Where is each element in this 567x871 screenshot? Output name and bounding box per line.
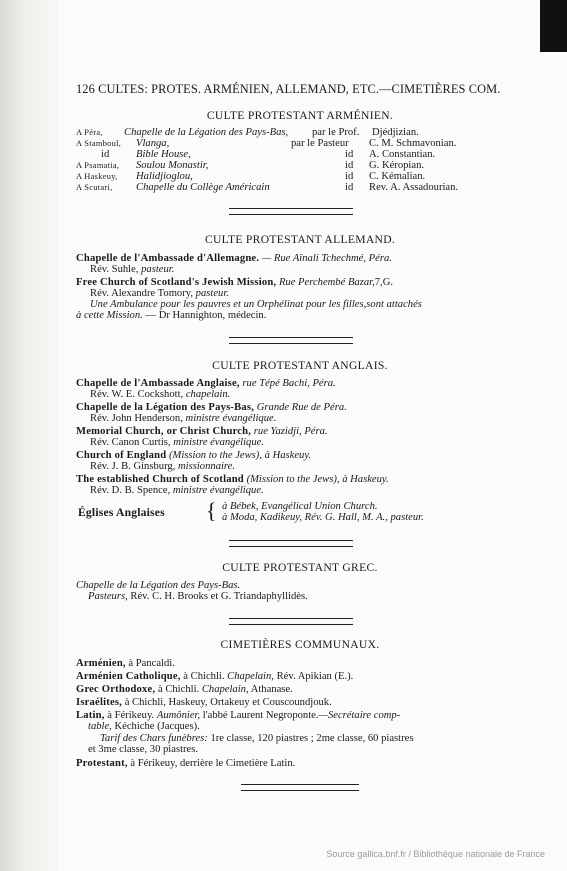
chapel: Chapelle de la Légation des Pays-Bas, <box>124 127 289 138</box>
doctor-text: — Dr Hannighton, médecin. <box>145 310 267 321</box>
cemetery-chaplain-label: Chapelain, <box>227 671 274 682</box>
tarif-label: Tarif des Chars funèbres: <box>100 733 208 744</box>
anglais-entry-4-person <box>90 461 550 473</box>
cemetery-name: Grec Orthodoxe, <box>76 684 156 695</box>
secretary-name: Kéchiche (Jacques). <box>114 721 200 732</box>
cimetiere-armenien <box>76 658 536 670</box>
church-name: Chapelle de la Légation des Pays-Bas, <box>76 402 255 413</box>
name: Rev. A. Assadourian. <box>369 182 459 193</box>
cemetery-location: à Chichli, Haskeuy, Ortakeuy et Couscoundjouk. <box>124 697 332 708</box>
church-name: Free Church of Scotland's Jewish Mission, <box>76 277 277 288</box>
place: A Stamboul, <box>76 139 122 148</box>
anglais-entry-5-person <box>90 485 550 497</box>
cemetery-location: à Pancaldi. <box>128 658 175 669</box>
section-separator <box>229 618 353 625</box>
person-name: Rév. Canon Curtis, <box>90 437 171 448</box>
eglises-line-2: à Moda, Kadikeuy, Rév. G. Hall, M. A., pasteur. <box>222 512 424 523</box>
eglises-label: Églises Anglaises <box>78 506 165 519</box>
church-address: à Haskeuy. <box>264 450 312 461</box>
section-separator <box>229 208 353 215</box>
person-role: ministre évangélique. <box>185 413 277 424</box>
cemetery-chaplain-label: Chapelain, <box>201 684 249 695</box>
cemetery-name: Arménien, <box>76 658 126 669</box>
name: G. Kéropian. <box>369 160 425 171</box>
place: A Péra, <box>76 128 103 137</box>
person-name: Rév. W. E. Cockshott, <box>90 389 184 400</box>
place: id <box>101 149 110 160</box>
secretary-label-end: table, <box>88 721 112 732</box>
role: par le Prof. <box>312 127 360 138</box>
person-name: Rév. John Henderson, <box>90 413 183 424</box>
pastor-role: pasteur. <box>141 264 175 275</box>
chapel: Halidjioglou, <box>136 171 193 182</box>
cimetiere-israelites <box>76 697 536 709</box>
grec-line-2 <box>88 591 548 603</box>
cimetiere-tarif-line-2: et 3me classe, 30 piastres. <box>88 744 199 755</box>
anglais-entry-2-person <box>90 413 550 425</box>
church-name: The established Church of Scotland <box>76 474 244 485</box>
section-title-grec: CULTE PROTESTANT GREC. <box>222 561 378 574</box>
allemand-ambulance-line-2 <box>76 310 536 322</box>
cemetery-secretary-label: —Secrétaire comp- <box>318 710 401 721</box>
role: id <box>345 149 354 160</box>
section-separator <box>229 337 353 344</box>
cemetery-name: Arménien Catholique, <box>76 671 181 682</box>
section-title-allemand: CULTE PROTESTANT ALLEMAND. <box>204 233 396 246</box>
name: C. Kémalian. <box>369 171 426 182</box>
section-separator <box>229 540 353 547</box>
cimetiere-grec <box>76 684 536 696</box>
church-address: à Haskeuy. <box>342 474 389 485</box>
role: par le Pasteur <box>291 138 349 149</box>
name: A. Constantian. <box>369 149 436 160</box>
cemetery-chaplain: l'abbé Laurent Negroponte. <box>202 710 319 721</box>
role: id <box>345 160 354 171</box>
place: A Scutari, <box>76 183 113 192</box>
page-shadow-edge <box>0 0 58 871</box>
church-address: Rue Perchembé Bazar, <box>278 277 375 288</box>
cemetery-location: à Férikeuy, derrière le Cimetière Latin. <box>130 758 296 769</box>
cemetery-chaplain-label: Aumônier, <box>156 710 201 721</box>
church-address: Grande Rue de Péra. <box>256 402 347 413</box>
role: id <box>345 182 354 193</box>
church-mission: (Mission to the Jews), <box>169 450 262 461</box>
chapel-name: Chapelle de l'Ambassade d'Allemagne. <box>76 253 260 264</box>
chapel: Chapelle du Collège Américain <box>136 182 270 193</box>
eglises-line-1: à Bébek, Evangélical Union Church. <box>222 501 378 512</box>
pastor-role: pasteur. <box>195 288 229 299</box>
place: A Psamatia, <box>76 161 120 170</box>
allemand-ambulance-line-1: Une Ambulance pour les pauvres et un Orphélinat pour les filles,sont attachés <box>90 299 422 310</box>
church-name: Church of England <box>76 450 167 461</box>
section-separator <box>241 784 359 791</box>
church-address-number: 7,G. <box>374 277 393 288</box>
mission-text: à cette Mission. <box>76 310 143 321</box>
church-address: rue Tépé Bachi, Péra. <box>242 378 336 389</box>
person-role: missionnaire. <box>178 461 236 472</box>
chapel: Bible House, <box>136 149 191 160</box>
pastors-names: Rév. C. H. Brooks et G. Triandaphyllidès. <box>130 591 308 602</box>
cemetery-chaplain: Rév. Apikian (E.). <box>276 671 354 682</box>
pastor-name: Rév. Suhle, <box>90 264 139 275</box>
section-title-anglais: CULTE PROTESTANT ANGLAIS. <box>212 359 388 372</box>
cimetiere-protestant <box>76 758 536 770</box>
cemetery-location: à Chichli. <box>183 671 225 682</box>
name: Djédjizian. <box>372 127 419 138</box>
person-role: ministre évangélique. <box>172 485 264 496</box>
church-mission: (Mission to the Jews), <box>246 474 340 485</box>
scan-corner-mark <box>540 0 567 52</box>
cemetery-location: à Férikeuy. <box>107 710 155 721</box>
name: C. M. Schmavonian. <box>369 138 457 149</box>
pastors-label: Pasteurs, <box>88 591 128 602</box>
chapel: Soulou Monastir, <box>136 160 209 171</box>
cemetery-location: à Chichli. <box>157 684 200 695</box>
grec-line-1: Chapelle de la Légation des Pays-Bas. <box>76 580 241 591</box>
person-name: Rév. J. B. Ginsburg, <box>90 461 176 472</box>
allemand-chapelle-pastor <box>90 264 550 276</box>
cimetiere-latin-line-2 <box>88 721 548 733</box>
role: id <box>345 171 354 182</box>
cemetery-name: Latin, <box>76 710 105 721</box>
cemetery-name: Israélites, <box>76 697 123 708</box>
pastor-name: Rév. Alexandre Tomory, <box>90 288 194 299</box>
person-role: chapelain. <box>185 389 231 400</box>
cimetiere-catholique <box>76 671 536 683</box>
chapel-address: — Rue Aïnali Tchechmé, Péra. <box>261 253 392 264</box>
anglais-entry-1-person <box>90 389 550 401</box>
anglais-entry-3-person <box>90 437 550 449</box>
person-role: ministre évangélique. <box>173 437 264 448</box>
church-name: Chapelle de l'Ambassade Anglaise, <box>76 378 240 389</box>
chapel: Vlanga, <box>136 138 170 149</box>
anglais-eglises <box>76 500 536 526</box>
cemetery-chaplain: Athanase. <box>250 684 293 695</box>
tarif-text: 1re classe, 120 piastres ; 2me classe, 60 piastres <box>210 733 414 744</box>
section-title-armenien: CULTE PROTESTANT ARMÉNIEN. <box>206 109 394 122</box>
cemetery-name: Protestant, <box>76 758 128 769</box>
section-title-cimetieres: CIMETIÈRES COMMUNAUX. <box>220 638 380 651</box>
place: A Haskeuy, <box>76 172 118 181</box>
person-name: Rév. D. B. Spence, <box>90 485 171 496</box>
source-footer: Source gallica.bnf.fr / Bibliothèque nationale de France <box>326 849 545 859</box>
running-header: 126 CULTES: PROTES. ARMÉNIEN, ALLEMAND, ETC.—CIMETIÈRES COM. <box>76 82 501 96</box>
church-address: rue Yazidji, Péra. <box>253 426 328 437</box>
brace-glyph: { <box>206 498 217 523</box>
church-name: Memorial Church, or Christ Church, <box>76 426 252 437</box>
